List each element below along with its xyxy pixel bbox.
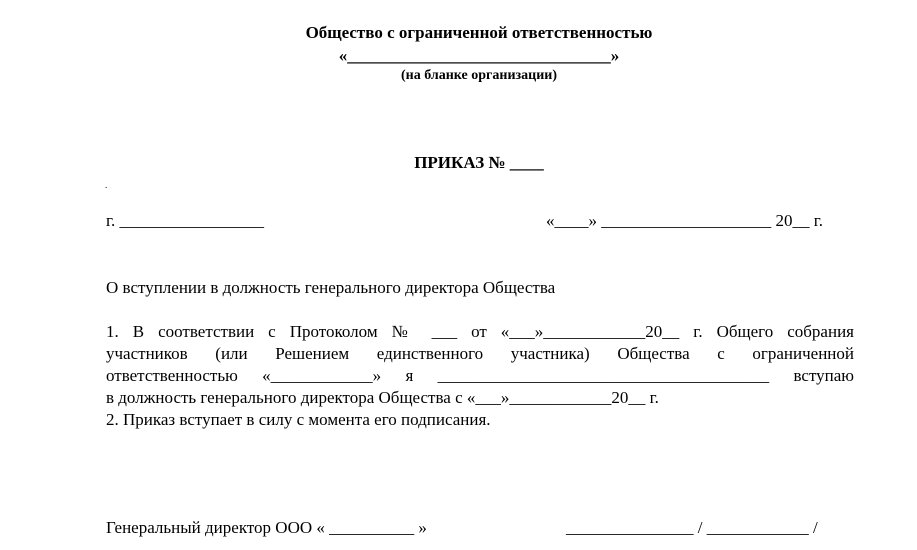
signature-label: Генеральный директор ООО « __________ »	[106, 518, 427, 537]
order-title: ПРИКАЗ № ____	[414, 153, 544, 172]
city-field: г. _________________	[106, 211, 265, 230]
signature-lines: _______________ / ____________ /	[566, 518, 818, 537]
paragraph-1-line-1: 1. В соответствии с Протоколом № ___ от «___»____________20__ г. Общего собрания	[106, 322, 854, 341]
date-field: «____» ____________________ 20__ г.	[546, 211, 824, 230]
organization-name-blank: «_______________________________»	[338, 46, 620, 65]
stray-dot: .	[105, 180, 108, 190]
order-subject: О вступлении в должность генерального директора Общества	[106, 278, 556, 297]
paragraph-1-line-2: участников (или Решением единственного участника) Общества с ограниченной	[106, 344, 854, 363]
paragraph-2: 2. Приказ вступает в силу с момента его подписания.	[106, 410, 491, 429]
paragraph-1-line-4: в должность генерального директора Общества с «___»____________20__ г.	[106, 388, 659, 407]
paragraph-1-line-3: ответственностью «____________» я _______________________________________ вступаю	[106, 366, 854, 385]
organization-title: Общество с ограниченной ответственностью	[305, 23, 653, 42]
letterhead-note: (на бланке организации)	[401, 68, 557, 83]
